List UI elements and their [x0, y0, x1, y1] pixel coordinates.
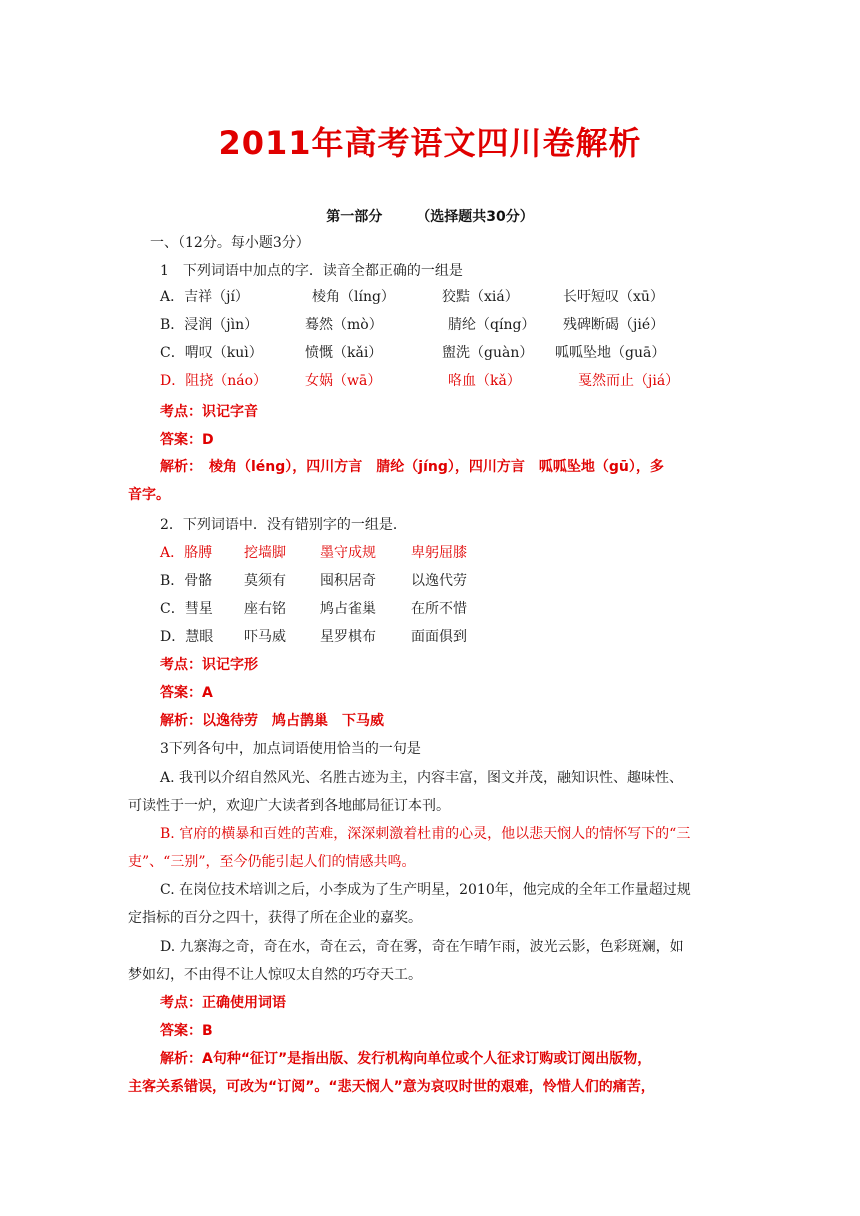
q3-option-c-line2: 定指标的百分之四十，获得了所在企业的嘉奖。	[128, 910, 422, 926]
q1-option-d-2: 女娲（wā）	[305, 373, 382, 389]
q3-option-a-line2: 可读性于一炉，欢迎广大读者到各地邮局征订本刊。	[128, 798, 450, 814]
q2-option-c-4: 在所不惜	[411, 601, 467, 617]
q1-option-c-4: 呱呱坠地（guā）	[555, 345, 666, 361]
q1-option-d-3: 咯血（kǎ）	[448, 373, 521, 389]
q3-option-d-line2: 梦如幻，不由得不让人惊叹太自然的巧夺天工。	[128, 967, 422, 983]
q3-option-b-line1: B. 官府的横暴和百姓的苦难，深深刺激着杜甫的心灵，他以悲天悯人的情怀写下的“三	[160, 826, 691, 842]
q1-option-c-2: 愤慨（kǎi）	[305, 345, 383, 361]
q3-option-c-line1: C. 在岗位技术培训之后，小李成为了生产明星，2010年，他完成的全年工作量超过规	[160, 882, 691, 898]
q2-option-b-2: 莫须有	[244, 573, 286, 589]
q3-kaodian: 考点：正确使用词语	[160, 995, 286, 1011]
q1-option-b-2: 蓦然（mò）	[305, 317, 383, 333]
q1-option-d-1: D．阻挠（náo）	[160, 373, 268, 389]
q3-answer: 答案：B	[160, 1023, 213, 1039]
q2-option-b-3: 囤积居奇	[320, 573, 376, 589]
q2-option-b-1: B．骨骼	[160, 573, 213, 589]
q2-option-a-2: 挖墙脚	[244, 545, 286, 561]
q1-option-a-1: A．吉祥（jí）	[160, 289, 249, 305]
q2-option-a-3: 墨守成规	[320, 545, 376, 561]
part-heading	[0, 206, 860, 226]
question-3-stem: 3下列各句中，加点词语使用恰当的一句是	[160, 741, 421, 757]
q2-option-d-4: 面面俱到	[411, 629, 467, 645]
q2-option-a-1: A．胳膊	[160, 545, 213, 561]
q3-option-d-line1: D. 九寨海之奇，奇在水，奇在云，奇在雾，奇在乍晴乍雨，波光云影，色彩斑斓，如	[160, 939, 684, 955]
part-subtitle: （选择题共30分）	[416, 209, 534, 225]
q3-option-b-line2: 吏”、“三别”，至今仍能引起人们的情感共鸣。	[128, 854, 416, 870]
q1-answer: 答案：D	[160, 432, 214, 448]
section-heading: 一、（12分。每小题3分）	[150, 235, 310, 251]
q2-option-d-3: 星罗棋布	[320, 629, 376, 645]
q1-option-b-1: B．浸润（jìn）	[160, 317, 259, 333]
q1-option-a-2: 棱角（líng）	[312, 289, 395, 305]
q1-option-b-4: 残碑断碣（jié）	[563, 317, 665, 333]
q1-option-a-3: 狡黠（xiá）	[442, 289, 519, 305]
q1-option-d-4: 戛然而止（jiá）	[578, 373, 680, 389]
q1-option-b-3: 腈纶（qíng）	[448, 317, 536, 333]
q1-kaodian: 考点：识记字音	[160, 404, 258, 420]
q2-answer: 答案：A	[160, 685, 213, 701]
q1-option-c-3: 盥洗（guàn）	[442, 345, 534, 361]
part-label: 第一部分	[326, 209, 383, 225]
q2-option-b-4: 以逸代劳	[411, 573, 467, 589]
q2-analysis: 解析：以逸待劳 鸠占鹊巢 下马威	[160, 713, 384, 729]
q1-analysis-cont: 音字。	[128, 487, 170, 503]
q2-option-d-1: D．慧眼	[160, 629, 214, 645]
q2-option-d-2: 吓马威	[244, 629, 286, 645]
q2-option-a-4: 卑躬屈膝	[411, 545, 467, 561]
q3-option-a-line1: A. 我刊以介绍自然风光、名胜古迹为主，内容丰富，图文并茂，融知识性、趣味性、	[160, 770, 684, 786]
question-1-stem: 1 下列词语中加点的字．读音全都正确的一组是	[160, 263, 463, 279]
q2-kaodian: 考点：识记字形	[160, 657, 258, 673]
question-2-stem: 2．下列词语中．没有错别字的一组是．	[160, 517, 407, 533]
q2-option-c-3: 鸠占雀巢	[320, 601, 376, 617]
q2-option-c-1: C．彗星	[160, 601, 213, 617]
q1-option-a-4: 长吁短叹（xū）	[563, 289, 664, 305]
q1-option-c-1: C．喟叹（kuì）	[160, 345, 263, 361]
document-title: 2011年高考语文四川卷解析	[218, 124, 642, 162]
q1-analysis: 解析： 棱角（léng），四川方言 腈纶（jíng），四川方言 呱呱坠地（gū），多	[160, 459, 664, 475]
q3-analysis-line1: 解析：A句种“征订”是指出版、发行机构向单位或个人征求订购或订阅出版物，	[160, 1051, 652, 1067]
q3-analysis-line2: 主客关系错误，可改为“订阅”。“悲天悯人”意为哀叹时世的艰难，怜惜人们的痛苦，	[128, 1079, 655, 1095]
q2-option-c-2: 座右铭	[244, 601, 286, 617]
